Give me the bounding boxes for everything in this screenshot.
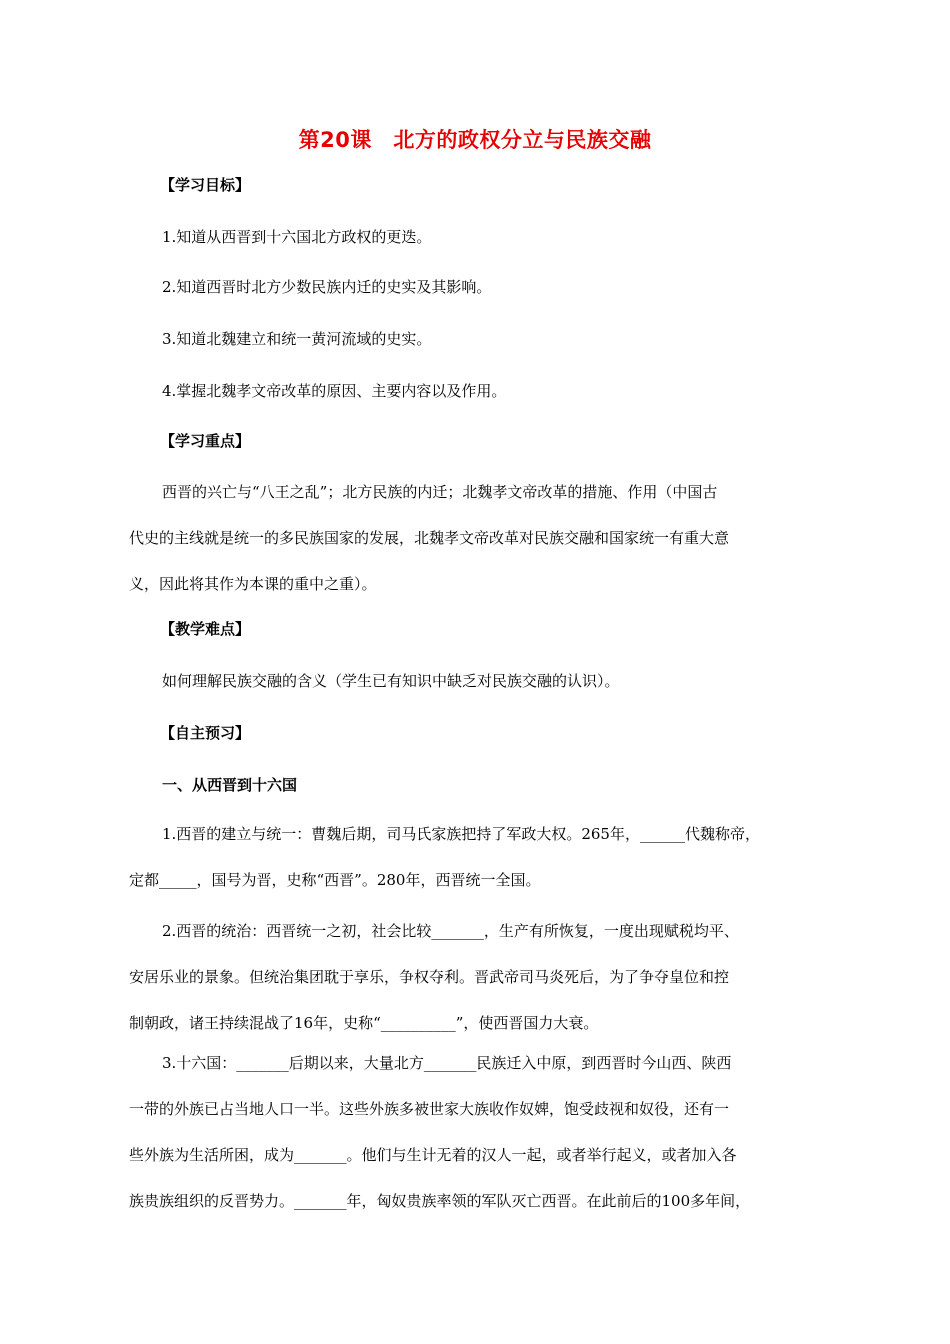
- item-line: 些外族为生活所困，成为_______。他们与生计无着的汉人一起，或者举行起义，或者加入各: [129, 1146, 737, 1164]
- objective-item-1: 1.知道从西晋到十六国北方政权的更迭。: [162, 228, 432, 246]
- objective-item-4: 4.掌握北魏孝文帝改革的原因、主要内容以及作用。: [162, 382, 507, 400]
- key-points-line: 义，因此将其作为本课的重中之重）。: [129, 575, 377, 593]
- preview-item-3: [129, 1040, 829, 1224]
- item-line: 制朝政，诸王持续混战了16年，史称“__________”，使西晋国力大衰。: [129, 1014, 599, 1032]
- item-line: 1.西晋的建立与统一：曹魏后期，司马氏家族把持了军政大权。265年，______代魏称帝，: [162, 825, 760, 843]
- item-line: 一带的外族已占当地人口一半。这些外族多被世家大族收作奴婢，饱受歧视和奴役，还有一: [129, 1100, 730, 1118]
- key-points-paragraph: [129, 469, 829, 607]
- item-line: 族贵族组织的反晋势力。_______年，匈奴贵族率领的军队灭亡西晋。在此前后的100多年间，: [129, 1192, 751, 1210]
- item-line: 安居乐业的景象。但统治集团耽于享乐，争权夺利。晋武帝司马炎死后，为了争夺皇位和控: [129, 968, 730, 986]
- item-line: 3.十六国：_______后期以来，大量北方_______民族迁入中原，到西晋时今山西、陕西: [162, 1054, 732, 1072]
- objectives-heading: 【学习目标】: [160, 176, 251, 194]
- difficulty-text: 如何理解民族交融的含义（学生已有知识中缺乏对民族交融的认识）。: [162, 672, 620, 690]
- preview-heading: 【自主预习】: [160, 724, 251, 742]
- objective-item-2: 2.知道西晋时北方少数民族内迁的史实及其影响。: [162, 278, 492, 296]
- lesson-title: 第20课 北方的政权分立与民族交融: [298, 128, 652, 152]
- difficulty-heading: 【教学难点】: [160, 620, 251, 638]
- key-points-line: 西晋的兴亡与“八王之乱”；北方民族的内迁；北魏孝文帝改革的措施、作用（中国古: [162, 483, 718, 501]
- item-line: 定都_____，国号为晋，史称“西晋”。280年，西晋统一全国。: [129, 871, 541, 889]
- preview-subheading: 一、从西晋到十六国: [162, 776, 298, 794]
- key-points-heading: 【学习重点】: [160, 432, 251, 450]
- item-line: 2.西晋的统治：西晋统一之初，社会比较_______，生产有所恢复，一度出现赋税均平、: [162, 922, 739, 940]
- preview-item-1: [129, 811, 829, 903]
- preview-item-2: [129, 908, 829, 1046]
- key-points-line: 代史的主线就是统一的多民族国家的发展，北魏孝文帝改革对民族交融和国家统一有重大意: [129, 529, 730, 547]
- objective-item-3: 3.知道北魏建立和统一黄河流域的史实。: [162, 330, 432, 348]
